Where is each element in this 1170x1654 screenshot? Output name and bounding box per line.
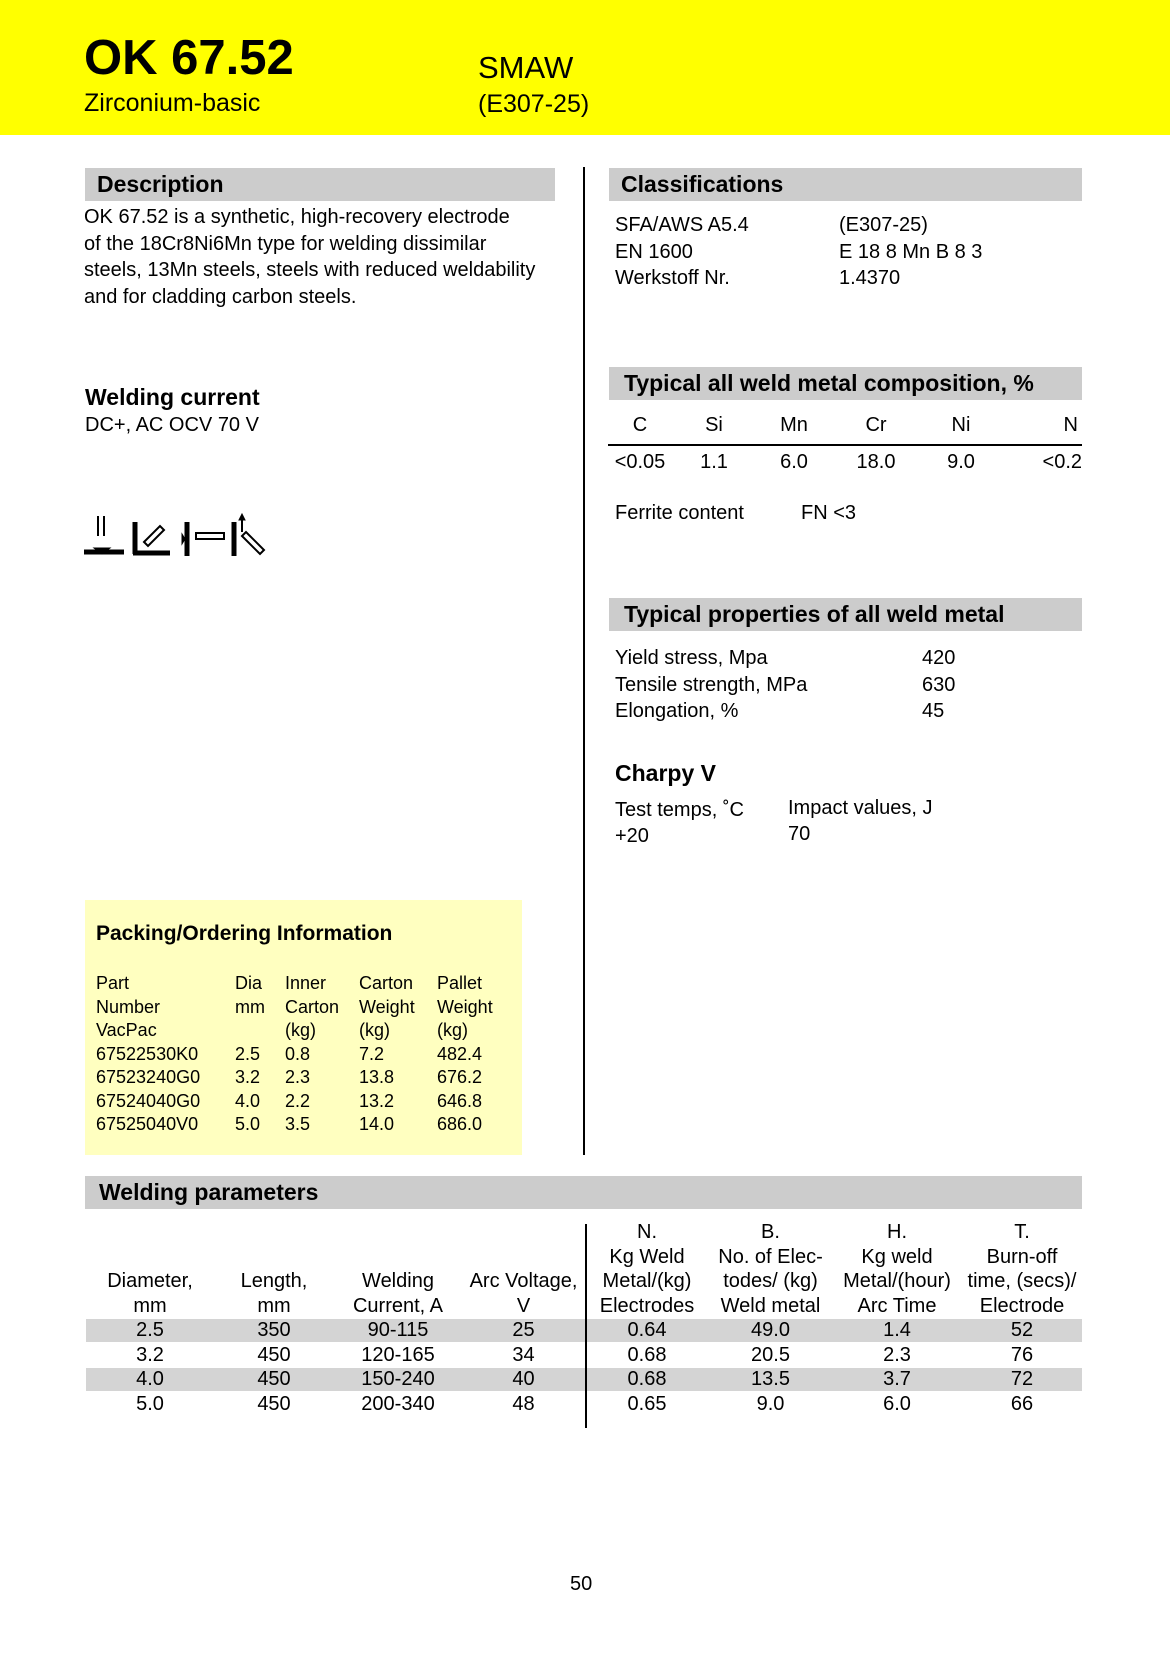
product-name: OK 67.52: [84, 31, 294, 85]
welding-current-value: DC+, AC OCV 70 V: [85, 414, 259, 436]
table-cell: B.: [761, 1221, 780, 1243]
table-cell: Kg Weld: [609, 1245, 685, 1268]
table-cell: 18.0: [856, 450, 896, 473]
table-cell: [462, 1245, 585, 1270]
table-cell: <0.05: [614, 450, 666, 473]
table-row: [86, 1294, 1082, 1319]
table-cell: Werkstoff Nr.: [615, 267, 730, 289]
table-cell: [334, 1220, 462, 1245]
table-cell: 66: [1010, 1392, 1034, 1415]
table-cell: 3.2: [235, 1067, 261, 1087]
table-cell: No. of Elec-: [718, 1245, 823, 1268]
table-cell: Current, A: [352, 1294, 444, 1317]
table-cell: 150-240: [361, 1368, 435, 1390]
table-row: [615, 212, 982, 239]
process-label: SMAW: [478, 50, 574, 85]
table-cell: 9.0: [947, 450, 975, 473]
table-cell: 4.0: [235, 1090, 261, 1111]
table-row: [96, 1090, 493, 1114]
table-row: [615, 239, 982, 266]
table-cell: 6.0: [780, 450, 808, 473]
table-cell: EN 1600: [615, 240, 693, 263]
table-cell: 630: [922, 673, 956, 696]
table-cell: 676.2: [437, 1067, 483, 1087]
table-cell: Metal/(kg): [602, 1270, 692, 1292]
table-cell: Welding: [362, 1270, 434, 1292]
charpy-temp-value: +20: [615, 825, 649, 847]
table-cell: C: [632, 414, 648, 436]
table-cell: [334, 1245, 462, 1270]
table-row: [86, 1245, 1082, 1270]
classifications-table: [615, 212, 982, 292]
description-text: [84, 204, 574, 310]
table-row: [86, 1343, 1082, 1368]
table-cell: T.: [1014, 1221, 1030, 1243]
description-line: and for cladding carbon steels.: [84, 285, 357, 308]
vertical-up-position-icon: [234, 514, 264, 556]
table-cell: Length,: [240, 1270, 308, 1292]
table-cell: Dia: [235, 973, 263, 993]
table-cell: time, (secs)/: [967, 1270, 1077, 1292]
table-cell: Si: [705, 414, 723, 436]
table-cell: 420: [922, 647, 956, 669]
table-cell: 200-340: [361, 1392, 435, 1415]
table-cell: Pallet: [437, 973, 483, 993]
table-cell: 450: [257, 1343, 291, 1366]
table-cell: 450: [257, 1368, 291, 1390]
table-cell: todes/ (kg): [723, 1270, 818, 1292]
table-cell: 13.2: [359, 1090, 395, 1111]
table-cell: 1.4: [883, 1319, 911, 1341]
table-row: [96, 972, 493, 996]
table-row: [96, 1066, 493, 1090]
table-cell: V: [516, 1294, 531, 1317]
table-cell: 25: [512, 1319, 535, 1341]
table-cell: [86, 1245, 214, 1270]
classifications-heading: Classifications: [609, 168, 1082, 201]
table-cell: 90-115: [367, 1319, 429, 1341]
table-cell: 67522530K0: [96, 1043, 199, 1064]
table-cell: 646.8: [437, 1090, 483, 1111]
table-cell: 3.5: [285, 1114, 311, 1134]
table-cell: 72: [1010, 1368, 1034, 1390]
table-cell: Electrode: [979, 1294, 1065, 1317]
table-row: [608, 414, 1082, 445]
properties-heading: Typical properties of all weld metal: [609, 598, 1082, 631]
table-cell: Yield stress, Mpa: [615, 647, 768, 669]
table-cell: 1.4370: [839, 267, 901, 289]
table-cell: VacPac: [96, 1020, 157, 1040]
table-cell: Tensile strength, MPa: [615, 673, 808, 696]
welding-parameters-table: [86, 1220, 1082, 1416]
table-cell: 2.5: [136, 1319, 164, 1341]
table-cell: [235, 1019, 285, 1043]
table-cell: 0.8: [285, 1043, 311, 1064]
flat-position-icon: [84, 516, 124, 554]
table-cell: 40: [512, 1368, 535, 1390]
table-cell: Electrodes: [599, 1294, 695, 1317]
table-row: [615, 265, 982, 292]
vertical-position-icon: [182, 522, 187, 556]
table-cell: [462, 1220, 585, 1245]
table-row: [86, 1392, 1082, 1417]
table-cell: 3.2: [136, 1343, 164, 1366]
description-line: steels, 13Mn steels, steels with reduced weldability: [84, 259, 536, 281]
table-cell: Diameter,: [107, 1270, 193, 1292]
table-row: [96, 1113, 493, 1137]
table-row: [96, 996, 493, 1020]
welding-parameters-heading: Welding parameters: [85, 1176, 1082, 1209]
table-cell: Carton: [285, 996, 340, 1017]
table-cell: Ni: [951, 414, 971, 436]
table-cell: [214, 1220, 334, 1245]
table-row: [86, 1367, 1082, 1392]
product-subtitle: Zirconium-basic: [84, 89, 261, 117]
table-cell: 45: [922, 700, 945, 722]
column-divider: [583, 167, 585, 1155]
table-cell: Part: [96, 973, 130, 993]
welding-current-heading: Welding current: [85, 384, 260, 410]
composition-heading: Typical all weld metal composition, %: [609, 367, 1082, 400]
description-line: of the 18Cr8Ni6Mn type for welding dissimilar: [84, 232, 487, 255]
table-cell: mm: [133, 1294, 167, 1317]
table-row: [96, 1043, 493, 1067]
table-cell: H.: [887, 1221, 907, 1243]
table-cell: 5.0: [136, 1392, 164, 1415]
table-cell: 13.8: [359, 1067, 395, 1087]
page-number: 50: [570, 1573, 593, 1595]
table-cell: 49.0: [751, 1319, 790, 1341]
table-cell: 2.5: [235, 1043, 261, 1064]
packing-table: [96, 972, 493, 1137]
properties-table: [615, 645, 955, 725]
packing-heading: Packing/Ordering Information: [96, 922, 393, 945]
aws-classification: (E307-25): [478, 90, 590, 118]
table-cell: 34: [512, 1343, 535, 1366]
table-cell: 67523240G0: [96, 1067, 201, 1087]
table-cell: 76: [1010, 1343, 1034, 1366]
table-cell: N.: [637, 1221, 657, 1243]
table-cell: 4.0: [136, 1368, 164, 1390]
table-row: [86, 1269, 1082, 1294]
table-cell: 5.0: [235, 1114, 261, 1134]
table-row: [86, 1318, 1082, 1343]
table-cell: 0.65: [627, 1392, 667, 1415]
table-cell: Cr: [865, 414, 887, 436]
table-cell: 2.2: [285, 1090, 311, 1111]
charpy-impact-value: 70: [788, 823, 811, 845]
horizontal-vertical-position-icon: [133, 522, 170, 554]
table-cell: Metal/(hour): [843, 1270, 951, 1292]
ferrite-label: Ferrite content: [615, 502, 744, 524]
table-cell: 14.0: [359, 1114, 395, 1134]
table-cell: Burn-off: [986, 1245, 1058, 1268]
table-cell: Kg weld: [861, 1245, 933, 1268]
table-cell: <0.2: [1042, 450, 1082, 473]
welding-position-icons: [84, 512, 274, 558]
table-cell: Number: [96, 996, 161, 1017]
table-cell: mm: [257, 1294, 291, 1317]
table-cell: 686.0: [437, 1114, 483, 1134]
table-cell: 13.5: [751, 1368, 790, 1390]
table-cell: [86, 1220, 214, 1245]
table-cell: 350: [257, 1319, 291, 1341]
table-cell: (kg): [285, 1020, 316, 1040]
table-cell: 120-165: [361, 1343, 435, 1366]
table-row: [86, 1220, 1082, 1245]
table-cell: SFA/AWS A5.4: [615, 214, 749, 236]
table-cell: Weight: [437, 996, 493, 1017]
table-cell: 9.0: [756, 1392, 785, 1415]
table-cell: 482.4: [437, 1043, 483, 1064]
ferrite-value: FN <3: [801, 502, 857, 524]
table-cell: Elongation, %: [615, 700, 739, 722]
description-heading: Description: [85, 168, 555, 201]
table-cell: (E307-25): [839, 214, 928, 236]
composition-table: [608, 414, 1082, 478]
table-cell: Weight: [359, 996, 415, 1017]
table-cell: N: [1063, 414, 1078, 436]
charpy-heading: Charpy V: [615, 760, 716, 786]
table-row: [96, 1019, 493, 1043]
table-cell: Inner: [285, 973, 327, 993]
table-cell: E 18 8 Mn B 8 3: [839, 240, 983, 263]
table-cell: 20.5: [751, 1343, 790, 1366]
table-cell: (kg): [359, 1020, 390, 1040]
table-row: [615, 672, 955, 699]
table-cell: (kg): [437, 1020, 468, 1040]
charpy-impact-label: Impact values, J: [788, 797, 933, 819]
table-row: [608, 445, 1082, 478]
table-cell: 1.1: [700, 450, 728, 473]
table-cell: mm: [235, 996, 265, 1017]
table-cell: 67524040G0: [96, 1090, 201, 1111]
table-cell: 3.7: [883, 1368, 911, 1390]
table-cell: 52: [1010, 1319, 1034, 1341]
table-cell: 0.68: [627, 1343, 667, 1366]
table-cell: 7.2: [359, 1043, 385, 1064]
description-line: OK 67.52 is a synthetic, high-recovery electrode: [84, 206, 510, 228]
table-cell: Arc Time: [857, 1294, 937, 1317]
table-cell: Arc Voltage,: [469, 1270, 578, 1292]
table-cell: 2.3: [285, 1067, 311, 1087]
table-cell: 0.64: [627, 1319, 667, 1341]
table-cell: Carton: [359, 973, 414, 993]
table-cell: 48: [512, 1392, 535, 1415]
table-cell: 0.68: [627, 1368, 667, 1390]
table-cell: 2.3: [883, 1343, 911, 1366]
table-cell: Weld metal: [720, 1294, 821, 1317]
table-cell: Mn: [780, 414, 808, 436]
table-cell: [214, 1245, 334, 1270]
table-cell: 450: [257, 1392, 291, 1415]
table-row: [615, 698, 955, 725]
table-cell: 67525040V0: [96, 1114, 199, 1134]
horizontal-position-icon: [196, 533, 224, 539]
table-cell: 6.0: [883, 1392, 911, 1415]
charpy-temps-label: Test temps, ˚C: [615, 799, 744, 821]
table-row: [615, 645, 955, 672]
